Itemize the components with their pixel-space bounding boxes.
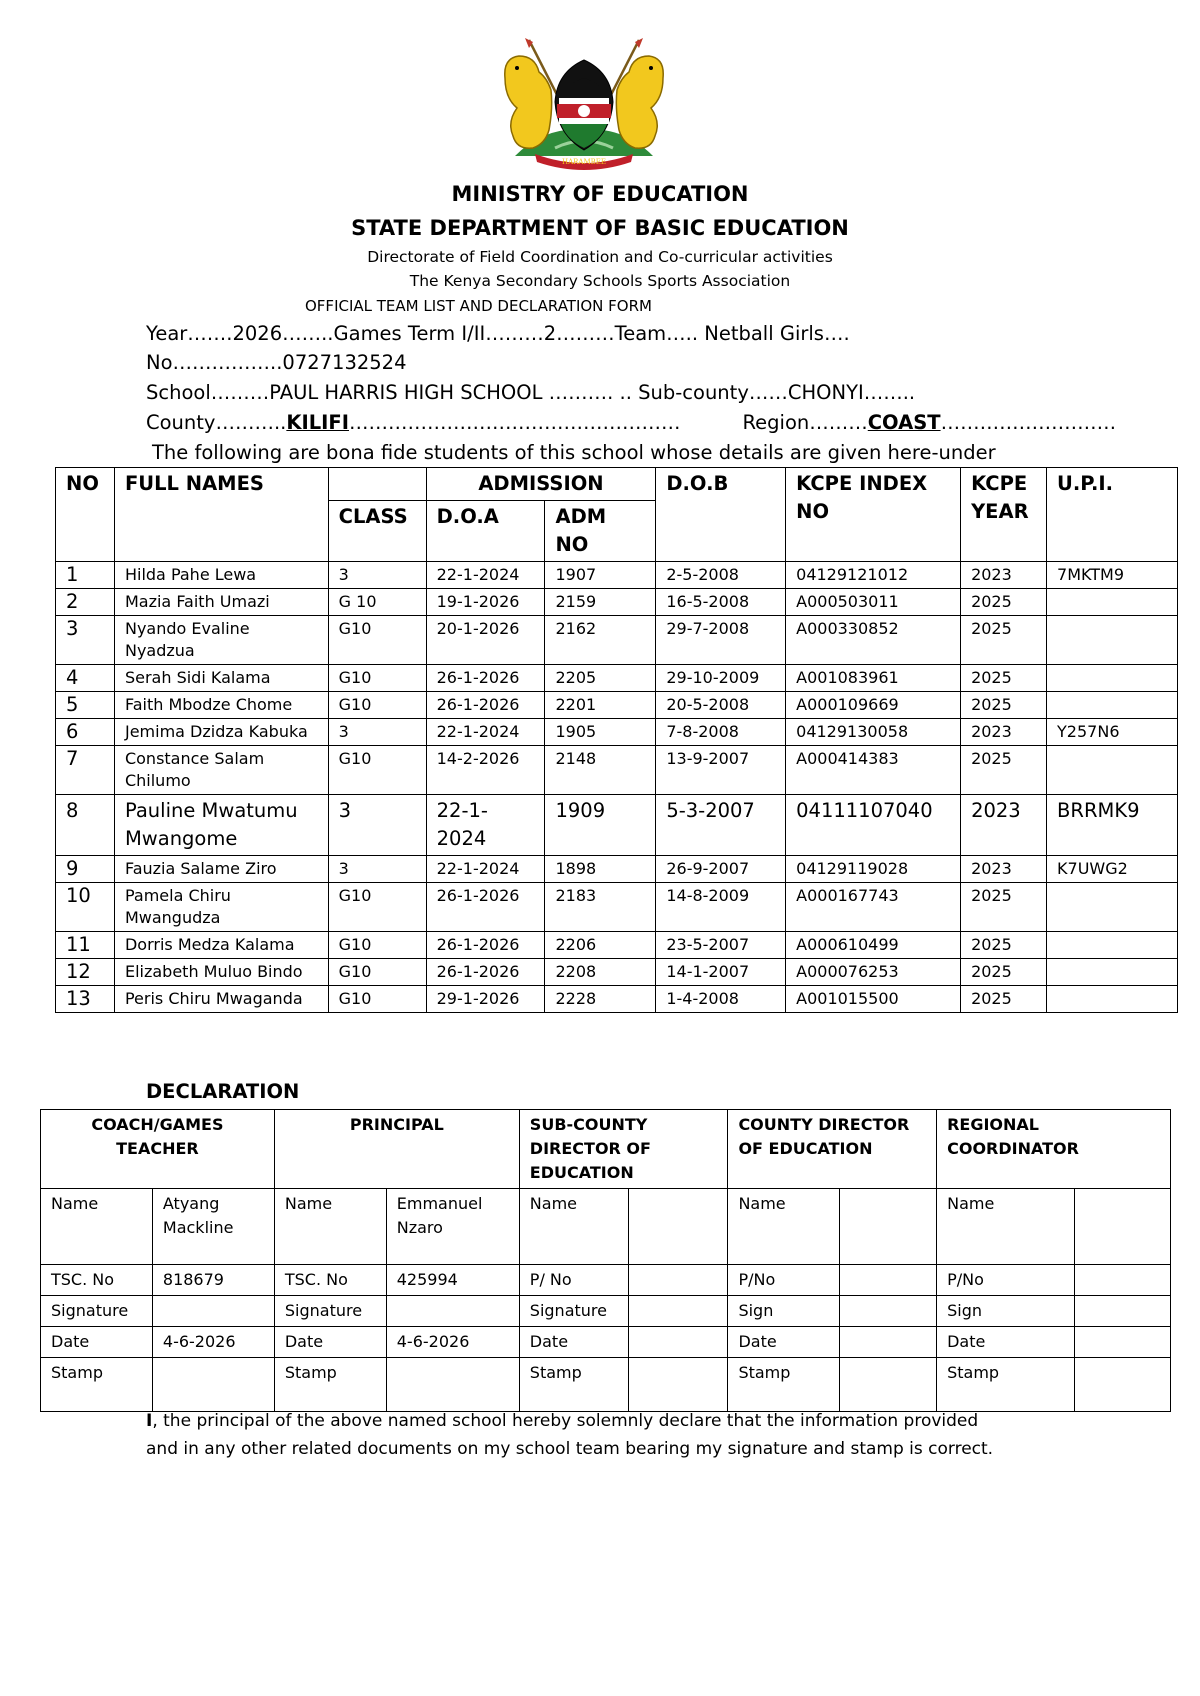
cell-doa: 26-1-2026 (426, 883, 545, 932)
cell-no: 7 (56, 746, 115, 795)
county-region-line (146, 411, 1116, 434)
phone-number-line: No……………..0727132524 (146, 351, 407, 374)
decl-header-principal: PRINCIPAL (274, 1110, 519, 1189)
cell-doa: 26-1-2026 (426, 665, 545, 692)
principal-tsc-label: TSC. No (274, 1265, 386, 1296)
county-sign-value (840, 1296, 937, 1327)
county-date-label: Date (728, 1327, 840, 1358)
cell-upi (1047, 932, 1178, 959)
cell-class: G 10 (328, 589, 426, 616)
regional-sign-label: Sign (937, 1296, 1075, 1327)
cell-class: G10 (328, 986, 426, 1013)
cell-kcpe-index: 04129130058 (786, 719, 961, 746)
coach-signature-value (152, 1296, 274, 1327)
cell-doa: 26-1-2026 (426, 932, 545, 959)
cell-doa: 26-1-2026 (426, 959, 545, 986)
cell-dob: 16-5-2008 (656, 589, 786, 616)
subcounty-name-value (628, 1189, 728, 1265)
cell-no: 4 (56, 665, 115, 692)
subcounty-stamp-label: Stamp (519, 1358, 628, 1412)
regional-name-value (1075, 1189, 1171, 1265)
col-header-dob: D.O.B (656, 468, 786, 562)
region-value: COAST (867, 411, 941, 434)
subcounty-signature-label: Signature (519, 1296, 628, 1327)
coach-name-label: Name (41, 1189, 153, 1265)
table-row (56, 746, 1178, 795)
subcounty-date-value (628, 1327, 728, 1358)
table-row (56, 589, 1178, 616)
subcounty-pno-value (628, 1265, 728, 1296)
cell-upi (1047, 883, 1178, 932)
table-row (56, 692, 1178, 719)
cell-dob: 29-7-2008 (656, 616, 786, 665)
table-row (56, 932, 1178, 959)
county-pno-label: P/No (728, 1265, 840, 1296)
cell-kcpe-year: 2025 (961, 986, 1047, 1013)
cell-dob: 1-4-2008 (656, 986, 786, 1013)
cell-full-name: Serah Sidi Kalama (114, 665, 328, 692)
coach-stamp-value (152, 1358, 274, 1412)
regional-pno-value (1075, 1265, 1171, 1296)
regional-name-label: Name (937, 1189, 1075, 1265)
ministry-title: MINISTRY OF EDUCATION (451, 182, 749, 206)
cell-dob: 29-10-2009 (656, 665, 786, 692)
cell-kcpe-year: 2025 (961, 746, 1047, 795)
cell-kcpe-year: 2023 (961, 856, 1047, 883)
decl-header-subcounty: SUB-COUNTY DIRECTOR OF EDUCATION (519, 1110, 728, 1189)
county-date-value (840, 1327, 937, 1358)
county-sign-label: Sign (728, 1296, 840, 1327)
cell-kcpe-year: 2023 (961, 719, 1047, 746)
declaration-table (40, 1109, 1171, 1412)
team-table (55, 467, 1178, 1013)
cell-dob: 5-3-2007 (656, 795, 786, 856)
regional-date-value (1075, 1327, 1171, 1358)
principal-signature-label: Signature (274, 1296, 386, 1327)
cell-upi (1047, 692, 1178, 719)
cell-no: 3 (56, 616, 115, 665)
cell-full-name: Pamela Chiru Mwangudza (114, 883, 328, 932)
coach-name-value: Atyang Mackline (152, 1189, 274, 1265)
table-row (56, 959, 1178, 986)
coat-of-arms-logo (495, 38, 673, 170)
cell-adm-no: 2201 (545, 692, 656, 719)
county-dots: …………………………………………… (348, 411, 743, 434)
cell-doa: 22-1-2024 (426, 856, 545, 883)
cell-adm-no: 1898 (545, 856, 656, 883)
coach-tsc-value: 818679 (152, 1265, 274, 1296)
decl-header-county: COUNTY DIRECTOR OF EDUCATION (728, 1110, 937, 1189)
cell-adm-no: 2162 (545, 616, 656, 665)
cell-adm-no: 2228 (545, 986, 656, 1013)
cell-adm-no: 1905 (545, 719, 656, 746)
table-row (56, 665, 1178, 692)
coach-date-value: 4-6-2026 (152, 1327, 274, 1358)
intro-statement: The following are bona fide students of this school whose details are given here-under (152, 441, 996, 464)
principal-name-label: Name (274, 1189, 386, 1265)
cell-doa: 22-1-2024 (426, 795, 545, 856)
principal-date-value: 4-6-2026 (386, 1327, 519, 1358)
county-prefix: County……….. (146, 411, 287, 434)
principal-signature-value (386, 1296, 519, 1327)
coach-signature-label: Signature (41, 1296, 153, 1327)
directorate-line: Directorate of Field Coordination and Co-curricular activities (367, 248, 833, 266)
cell-doa: 26-1-2026 (426, 692, 545, 719)
county-pno-value (840, 1265, 937, 1296)
cell-upi (1047, 665, 1178, 692)
subcounty-pno-label: P/ No (519, 1265, 628, 1296)
svg-text:HARAMBEE: HARAMBEE (561, 158, 607, 166)
school-subcounty-line: School………PAUL HARRIS HIGH SCHOOL ………. .. Sub-county……CHONYI…….. (146, 381, 916, 404)
cell-doa: 22-1-2024 (426, 562, 545, 589)
cell-upi: K7UWG2 (1047, 856, 1178, 883)
cell-dob: 13-9-2007 (656, 746, 786, 795)
declaration-title: DECLARATION (146, 1080, 300, 1103)
cell-kcpe-year: 2025 (961, 692, 1047, 719)
association-line: The Kenya Secondary Schools Sports Association (409, 272, 791, 290)
statement-text-1: , the principal of the above named school hereby solemnly declare that the information provided (152, 1411, 979, 1431)
cell-dob: 23-5-2007 (656, 932, 786, 959)
cell-kcpe-year: 2025 (961, 665, 1047, 692)
col-header-upi: U.P.I. (1047, 468, 1178, 562)
form-title: OFFICIAL TEAM LIST AND DECLARATION FORM (305, 297, 652, 315)
cell-full-name: Constance Salam Chilumo (114, 746, 328, 795)
regional-stamp-label: Stamp (937, 1358, 1075, 1412)
cell-no: 6 (56, 719, 115, 746)
region-prefix: Region……… (742, 411, 868, 434)
cell-upi (1047, 616, 1178, 665)
cell-class: 3 (328, 719, 426, 746)
cell-doa: 29-1-2026 (426, 986, 545, 1013)
cell-kcpe-index: 04129121012 (786, 562, 961, 589)
cell-kcpe-index: A000167743 (786, 883, 961, 932)
cell-adm-no: 2159 (545, 589, 656, 616)
cell-kcpe-index: A000330852 (786, 616, 961, 665)
cell-upi: Y257N6 (1047, 719, 1178, 746)
cell-upi (1047, 959, 1178, 986)
col-header-class: CLASS (328, 501, 426, 562)
cell-no: 1 (56, 562, 115, 589)
county-name-value (840, 1189, 937, 1265)
decl-header-regional: REGIONAL COORDINATOR (937, 1110, 1171, 1189)
col-header-blank (328, 468, 426, 501)
cell-kcpe-index: A000610499 (786, 932, 961, 959)
cell-full-name: Jemima Dzidza Kabuka (114, 719, 328, 746)
principal-stamp-label: Stamp (274, 1358, 386, 1412)
cell-adm-no: 2208 (545, 959, 656, 986)
cell-kcpe-year: 2025 (961, 883, 1047, 932)
declaration-statement-line-1 (146, 1411, 978, 1431)
cell-full-name: Dorris Medza Kalama (114, 932, 328, 959)
cell-full-name: Elizabeth Muluo Bindo (114, 959, 328, 986)
cell-dob: 2-5-2008 (656, 562, 786, 589)
cell-kcpe-year: 2025 (961, 589, 1047, 616)
department-title: STATE DEPARTMENT OF BASIC EDUCATION (351, 216, 849, 240)
principal-name-value: Emmanuel Nzaro (386, 1189, 519, 1265)
regional-pno-label: P/No (937, 1265, 1075, 1296)
cell-kcpe-index: 04129119028 (786, 856, 961, 883)
cell-kcpe-year: 2023 (961, 795, 1047, 856)
cell-adm-no: 2206 (545, 932, 656, 959)
cell-kcpe-index: 04111107040 (786, 795, 961, 856)
cell-class: G10 (328, 883, 426, 932)
cell-doa: 19-1-2026 (426, 589, 545, 616)
cell-no: 13 (56, 986, 115, 1013)
col-header-admission: ADMISSION (426, 468, 656, 501)
cell-no: 12 (56, 959, 115, 986)
declaration-statement-line-2: and in any other related documents on my school team bearing my signature and stamp is correct. (146, 1439, 994, 1459)
year-term-team-line: Year…….2026……..Games Term I/II………2………Team….. Netball Girls…. (146, 322, 850, 345)
col-header-no: NO (56, 468, 115, 562)
cell-class: G10 (328, 692, 426, 719)
cell-upi: 7MKTM9 (1047, 562, 1178, 589)
cell-class: G10 (328, 665, 426, 692)
cell-no: 2 (56, 589, 115, 616)
coach-tsc-label: TSC. No (41, 1265, 153, 1296)
cell-class: 3 (328, 562, 426, 589)
cell-kcpe-year: 2023 (961, 562, 1047, 589)
table-row (56, 719, 1178, 746)
cell-no: 5 (56, 692, 115, 719)
cell-kcpe-index: A000414383 (786, 746, 961, 795)
principal-stamp-value (386, 1358, 519, 1412)
cell-doa: 20-1-2026 (426, 616, 545, 665)
cell-adm-no: 2205 (545, 665, 656, 692)
cell-full-name: Hilda Pahe Lewa (114, 562, 328, 589)
cell-class: G10 (328, 746, 426, 795)
cell-kcpe-index: A000076253 (786, 959, 961, 986)
cell-full-name: Faith Mbodze Chome (114, 692, 328, 719)
cell-kcpe-year: 2025 (961, 932, 1047, 959)
cell-doa: 14-2-2026 (426, 746, 545, 795)
cell-dob: 7-8-2008 (656, 719, 786, 746)
cell-no: 10 (56, 883, 115, 932)
cell-full-name: Mazia Faith Umazi (114, 589, 328, 616)
decl-header-coach: COACH/GAMES TEACHER (41, 1110, 275, 1189)
cell-kcpe-year: 2025 (961, 616, 1047, 665)
col-header-kcpe-year: KCPE YEAR (961, 468, 1047, 562)
subcounty-date-label: Date (519, 1327, 628, 1358)
cell-adm-no: 2148 (545, 746, 656, 795)
col-header-kcpe-index: KCPE INDEX NO (786, 468, 961, 562)
cell-adm-no: 2183 (545, 883, 656, 932)
cell-upi (1047, 589, 1178, 616)
cell-no: 8 (56, 795, 115, 856)
col-header-full-names: FULL NAMES (114, 468, 328, 562)
cell-class: 3 (328, 795, 426, 856)
county-stamp-label: Stamp (728, 1358, 840, 1412)
cell-full-name: Peris Chiru Mwaganda (114, 986, 328, 1013)
cell-class: G10 (328, 959, 426, 986)
subcounty-name-label: Name (519, 1189, 628, 1265)
subcounty-stamp-value (628, 1358, 728, 1412)
cell-kcpe-year: 2025 (961, 959, 1047, 986)
region-dots: ……………………… (940, 411, 1117, 434)
coach-date-label: Date (41, 1327, 153, 1358)
cell-adm-no: 1907 (545, 562, 656, 589)
statement-initial: I (146, 1411, 153, 1431)
cell-kcpe-index: A000503011 (786, 589, 961, 616)
subcounty-signature-value (628, 1296, 728, 1327)
cell-upi: BRRMK9 (1047, 795, 1178, 856)
county-name-label: Name (728, 1189, 840, 1265)
team-header-row (56, 468, 1178, 501)
cell-full-name: Pauline Mwatumu Mwangome (114, 795, 328, 856)
county-stamp-value (840, 1358, 937, 1412)
table-row (56, 986, 1178, 1013)
col-header-adm-no: ADM NO (545, 501, 656, 562)
regional-sign-value (1075, 1296, 1171, 1327)
cell-kcpe-index: A000109669 (786, 692, 961, 719)
table-row (56, 562, 1178, 589)
regional-stamp-value (1075, 1358, 1171, 1412)
table-row (56, 795, 1178, 856)
regional-date-label: Date (937, 1327, 1075, 1358)
principal-date-label: Date (274, 1327, 386, 1358)
principal-tsc-value: 425994 (386, 1265, 519, 1296)
cell-dob: 14-1-2007 (656, 959, 786, 986)
cell-no: 11 (56, 932, 115, 959)
cell-kcpe-index: A001083961 (786, 665, 961, 692)
cell-class: 3 (328, 856, 426, 883)
table-row (56, 856, 1178, 883)
table-row (56, 616, 1178, 665)
cell-doa: 22-1-2024 (426, 719, 545, 746)
cell-upi (1047, 986, 1178, 1013)
cell-no: 9 (56, 856, 115, 883)
col-header-doa: D.O.A (426, 501, 545, 562)
county-value: KILIFI (286, 411, 349, 434)
cell-class: G10 (328, 932, 426, 959)
cell-class: G10 (328, 616, 426, 665)
cell-adm-no: 1909 (545, 795, 656, 856)
cell-full-name: Fauzia Salame Ziro (114, 856, 328, 883)
coach-stamp-label: Stamp (41, 1358, 153, 1412)
cell-kcpe-index: A001015500 (786, 986, 961, 1013)
cell-dob: 14-8-2009 (656, 883, 786, 932)
cell-full-name: Nyando Evaline Nyadzua (114, 616, 328, 665)
cell-upi (1047, 746, 1178, 795)
table-row (56, 883, 1178, 932)
cell-dob: 20-5-2008 (656, 692, 786, 719)
cell-dob: 26-9-2007 (656, 856, 786, 883)
